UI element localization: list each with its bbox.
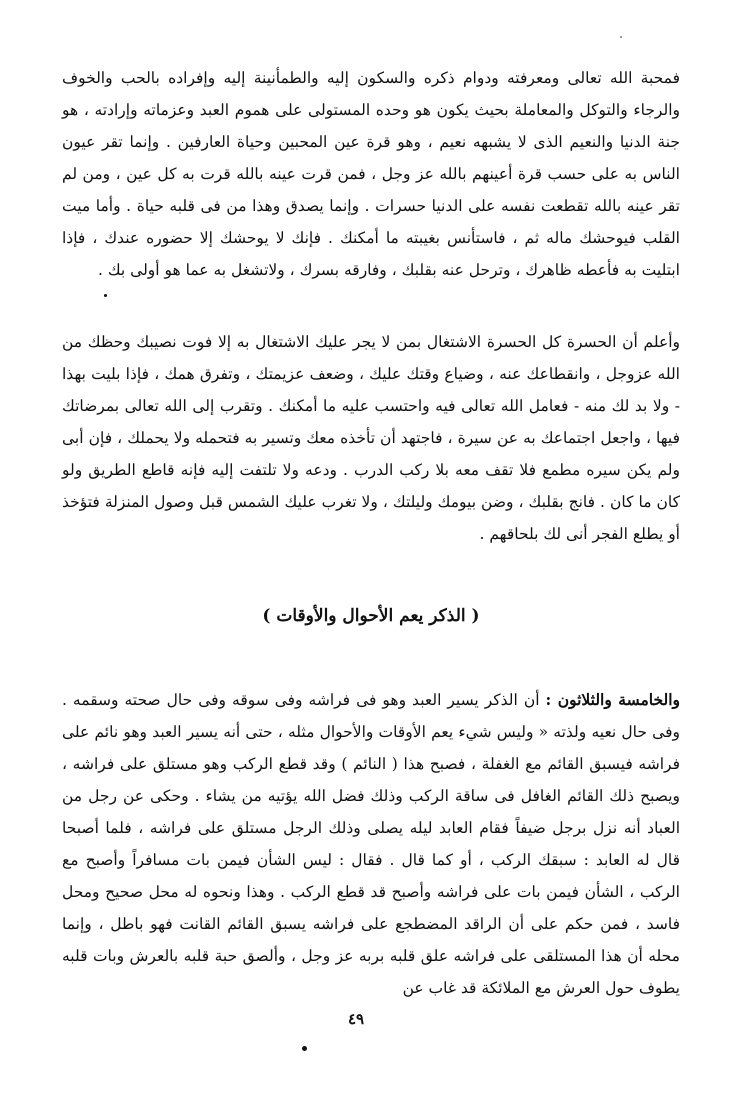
paragraph-body: أن الذكر يسير العبد وهو فى فراشه وفى سوقه وفى حال صحته وسقمه . وفى حال نعيه ولذته « وليس شيء يعم الأوقات والأحوال مثله ، حتى أنه يسير العبد وهو نائم على فراشه فيسبق القائم مع الغفلة ، فصبح هذا ( النائم ) وقد قطع الركب وهو مستلق على فراشه ، ويصبح ذلك القائم الغافل فى ساقة الركب وذلك فضل الله يؤتيه من يشاء . وحكى عن رجل من العباد أنه نزل برجل ضيفاً فقام العابد ليله يصلى وذلك الرجل مستلق على فراشه ، فلما أصبحا قال له العابد : سبقك الركب ، أو كما قال . فقال : ليس الشأن فيمن بات مسافراً وأصبح مع الركب ، الشأن فيمن بات على فراشه وأصبح قد قطع الركب . وهذا ونحوه له محل صحيح ومحل فاسد ، فمن حكم على أن الراقد المضطجع على فراشه يسبق القائم القانت فهو باطل ، وإنما محله أن هذا المستلقى على فراشه علق قلبه بربه عز وجل ، وألصق حبة قلبه بالعرش وبات قلبه يطوف حول العرش مع الملائكة قد غاب عن [62,691,680,997]
section-heading: ( الذكر يعم الأحوال والأوقات ) [262,606,480,626]
scan-speck [104,294,107,297]
paragraph-thirty-fifth [62,684,680,1004]
scan-speck [620,36,622,38]
paragraph-love-of-god: فمحبة الله تعالى ومعرفته ودوام ذكره والسكون إليه والطمأنينة إليه وإفراده بالحب والخوف والرجاء والتوكل والمعاملة بحيث يكون هو وحده المستولى على هموم العبد وعزماته وإرادته ، هو جنة الدنيا والنعيم الذى لا يشبهه نعيم ، وهو قرة عين المحبين وحياة العارفين . وإنما تقر عيون الناس به على حسب قرة أعينهم بالله عز وجل ، فمن قرت عينه بالله قرت به كل عين ، ومن لم تقر عينه بالله تقطعت نفسه على الدنيا حسرات . وإنما يصدق وهذا من فى قلبه حياة . وأما ميت القلب فيوحشك ماله ثم ، فاستأنس بغيبته ما أمكنك . فإنك لا يوحشك إلا حضوره عندك ، فإذا ابتليت به فأعطه ظاهرك ، وترحل عنه بقلبك ، وفارقه بسرك ، ولاتشغل به عما هو أولى بك . [62,69,680,279]
paragraph-regret: وأعلم أن الحسرة كل الحسرة الاشتغال بمن لا يجر عليك الاشتغال به إلا فوت نصيبك وحظك من الله عزوجل ، وانقطاعك عنه ، وضياع وقتك عليك ، وضعف عزيمتك ، وتفرق همك ، فإذا بليت بهذا - ولا بد لك منه - فعامل الله تعالى فيه واحتسب عليه ما أمكنك . وتقرب إلى الله تعالى بمرضاتك فيها ، واجعل اجتماعك به عن سيرة ، فاجتهد أن تأخذه معك وتسير به فتحمله ولا يحملك ، فإن أبى ولم يكن سيره مطمع فلا تقف معه بلا ركب الدرب . ودعه ولا تلتفت إليه فإنه قاطع الطريق ولو كان ما كان . فانج بقلبك ، وضن بيومك وليلتك ، ولا تغرب عليك الشمس قبل وصول المنزلة فتؤخذ أو يطلع الفجر أنى لك بلحاقهم . [62,333,680,543]
page-number: ٤٩ [347,1010,365,1028]
ink-dot [302,1046,307,1051]
paragraph-lead: والخامسة والثلاثون : [545,690,680,709]
